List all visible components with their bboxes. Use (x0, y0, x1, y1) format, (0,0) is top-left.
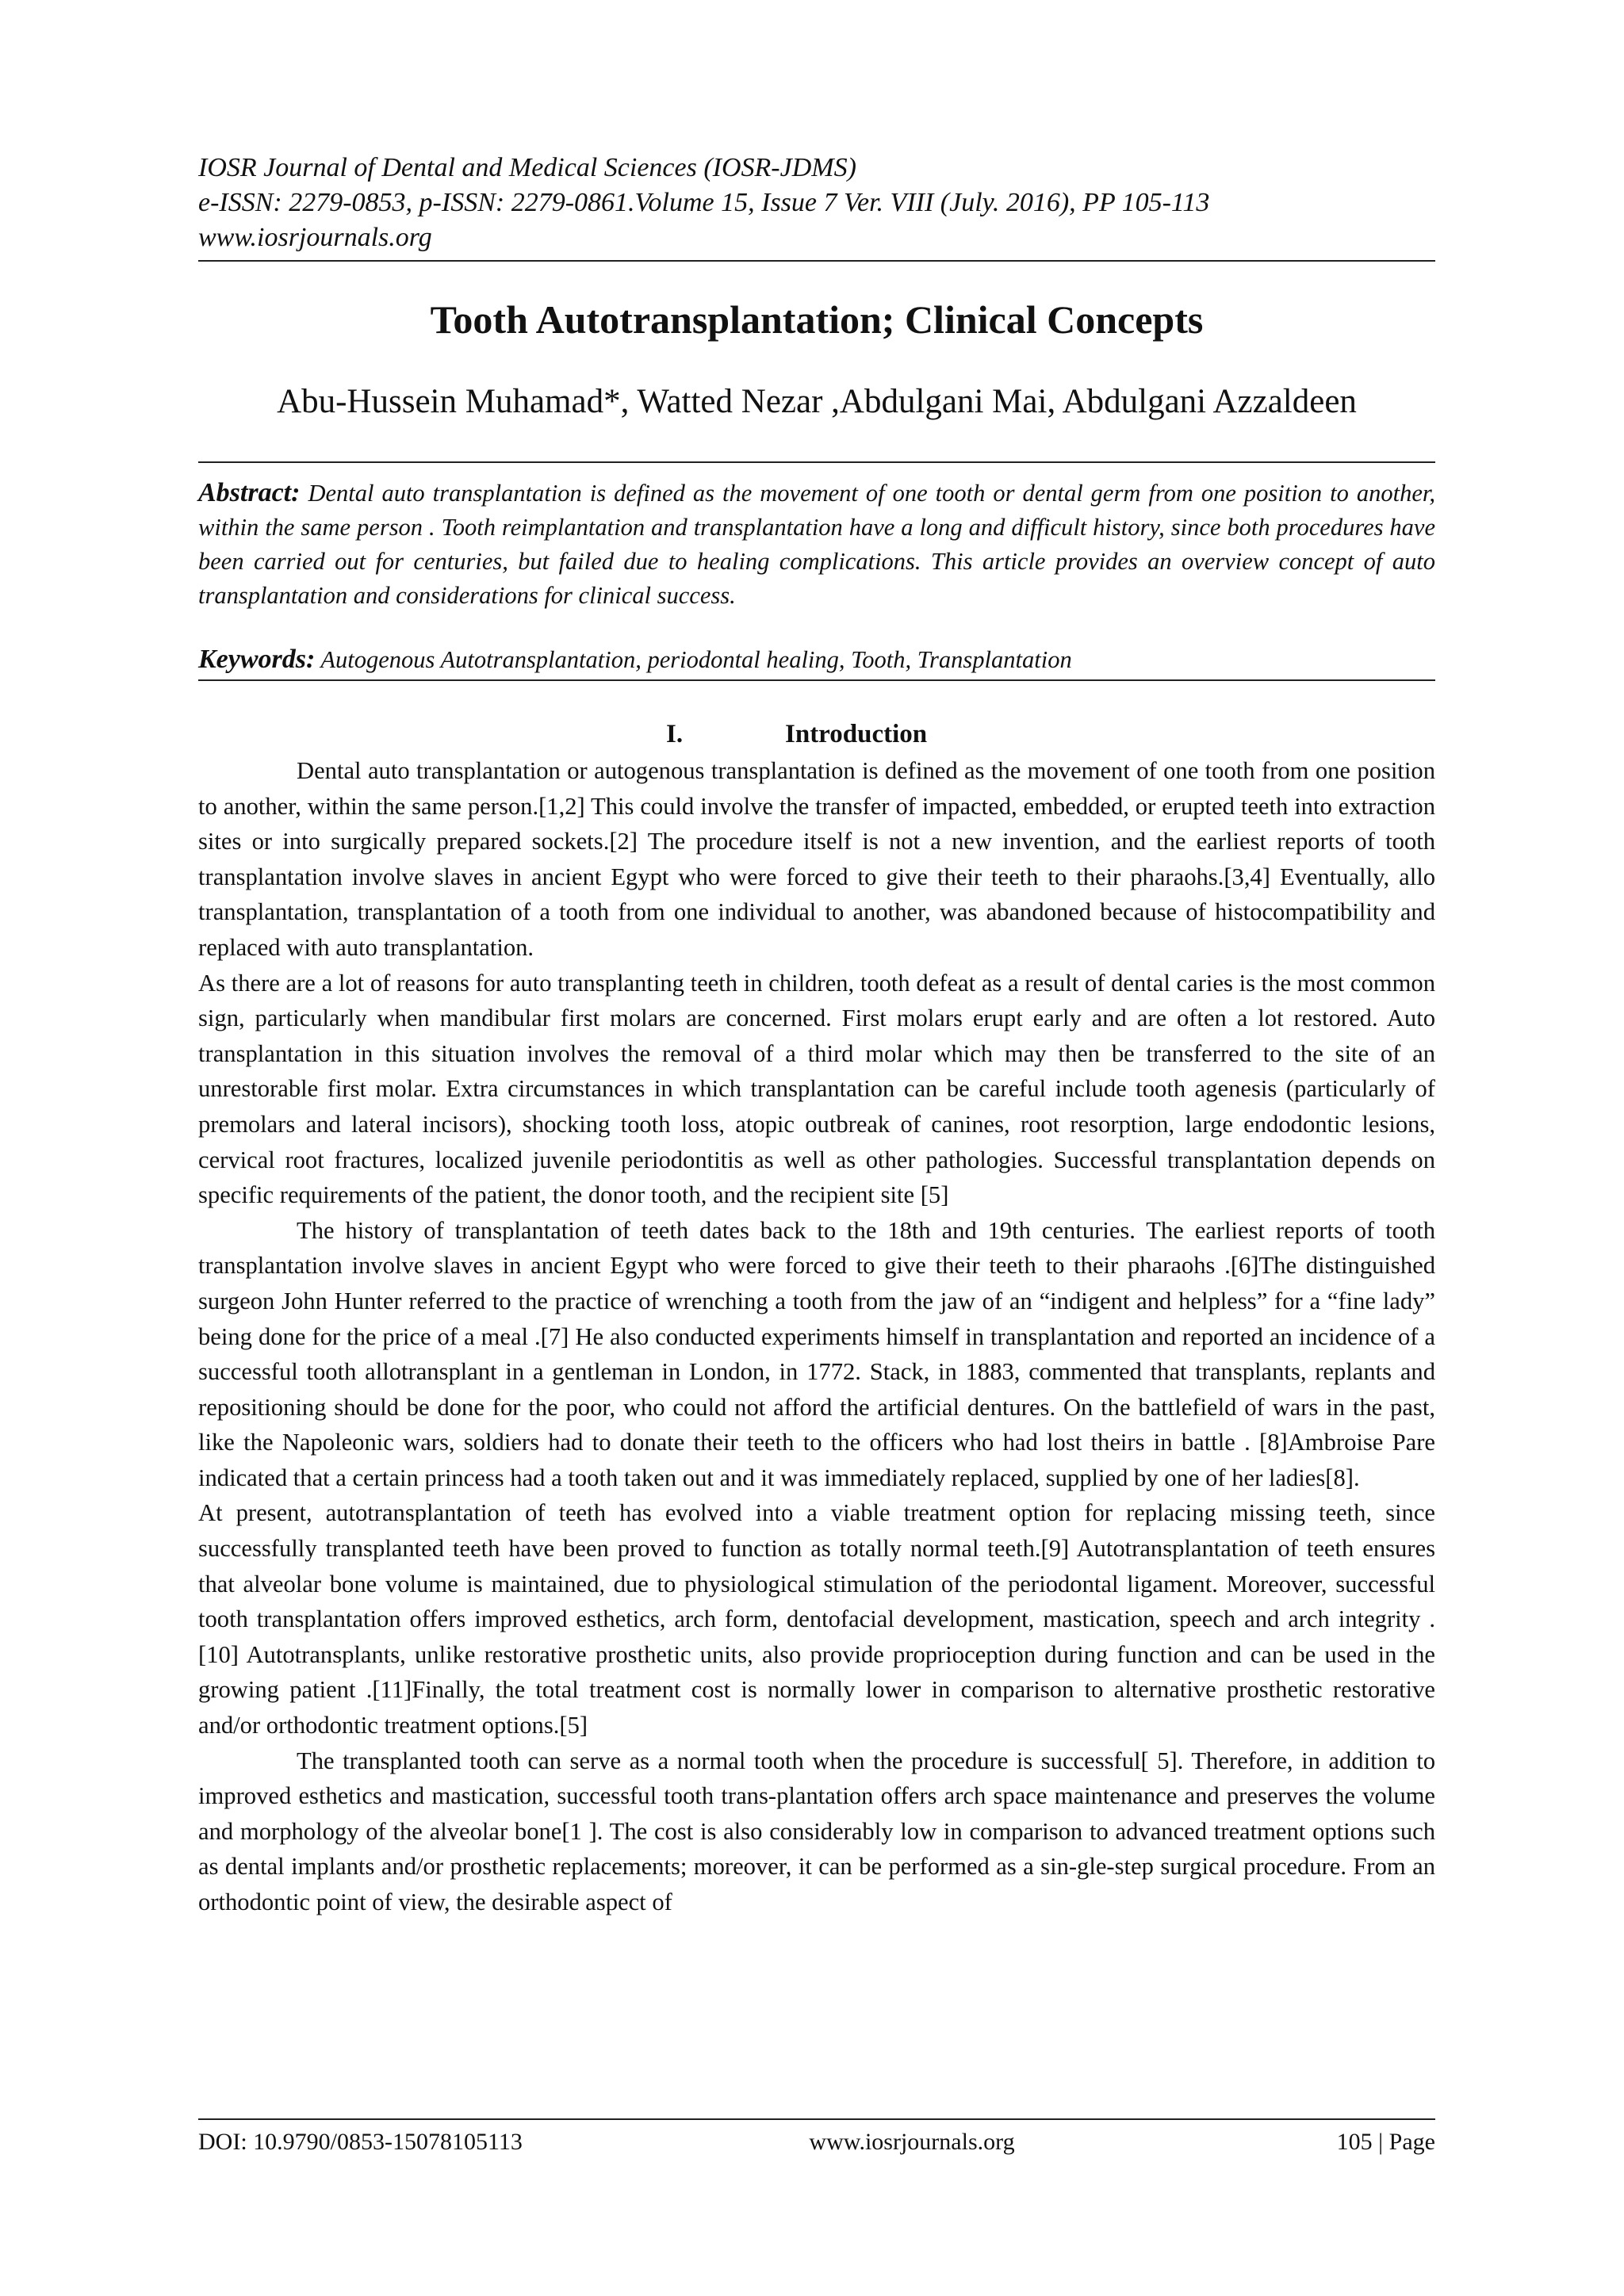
footer-page-number: 105 | Page (1336, 2129, 1435, 2155)
section-body (198, 753, 1435, 1920)
section-title: Introduction (785, 720, 928, 748)
paragraph: The transplanted tooth can serve as a normal tooth when the procedure is successful[ 5]. Therefore, in addition to improved esthetics and mastication, successful tooth trans-plantation offers arch space maintenance and preserves the volume and morphology of the alveolar bone[1 ]. The cost is also considerably low in comparison to advanced treatment options such as dental implants and/or prosthetic replacements; moreover, it can be performed as a sin-gle-step surgical procedure. From an orthodontic point of view, the desirable aspect of (198, 1747, 1435, 1915)
journal-website: www.iosrjournals.org (198, 223, 432, 252)
paper-title: Tooth Autotransplantation; Clinical Concepts (430, 297, 1204, 342)
author-list: Abu-Hussein Muhamad*, Watted Nezar ,Abdulgani Mai, Abdulgani Azzaldeen (277, 383, 1357, 420)
page-footer (198, 2125, 1435, 2160)
abstract (198, 476, 1435, 613)
keywords-text: Autogenous Autotransplantation, periodontal healing, Tooth, Transplantation (320, 646, 1072, 673)
keywords (198, 642, 1435, 677)
paragraph: Dental auto transplantation or autogenous transplantation is defined as the movement of one tooth from one position to another, within the same person.[1,2] This could involve the transfer of impacted, embedded, or erupted teeth into extraction sites or into surgically prepared sockets.[2] The procedure itself is not a new invention, and the earliest reports of tooth transplantation involve slaves in ancient Egypt who were forced to give their teeth to their pharaohs.[3,4] Eventually, allo transplantation, transplantation of a tooth from one individual to another, was abandoned because of histocompatibility and replaced with auto transplantation. (198, 757, 1435, 961)
title-divider (198, 461, 1435, 463)
keywords-label: Keywords: (198, 645, 316, 674)
header-divider (198, 260, 1435, 262)
paragraph: At present, autotransplantation of teeth has evolved into a viable treatment option for replacing missing teeth, since successfully transplanted teeth have been proved to function as totally normal teeth.[9] Autotransplantation of teeth ensures that alveolar bone volume is maintained, due to physiological stimulation of the periodontal ligament. Moreover, successful tooth transplantation offers improved esthetics, arch form, dentofacial development, mastication, speech and arch integrity .[10] Autotransplants, unlike restorative prosthetic units, also provide proprioception during function and can be used in the growing patient .[11]Finally, the total treatment cost is normally lower in comparison to alternative prosthetic restorative and/or orthodontic treatment options.[5] (198, 1499, 1435, 1739)
footer-website: www.iosrjournals.org (809, 2129, 1015, 2155)
paragraph: The history of transplantation of teeth dates back to the 18th and 19th centuries. The earliest reports of tooth transplantation involve slaves in ancient Egypt who were forced to give their teeth to their pharaohs .[6]The distinguished surgeon John Hunter referred to the practice of wrenching a tooth from the jaw of an “indigent and helpless” for a “fine lady” being done for the price of a meal .[7] He also conducted experiments himself in transplantation and reported an incidence of a successful tooth allotransplant in a gentleman in London, in 1772. Stack, in 1883, commented that transplants, replants and repositioning should be done for the poor, who could not afford the artificial dentures. On the battlefield of wars in the past, like the Napoleonic wars, soldiers had to donate their teeth to the officers who had lost theirs in battle . [8]Ambroise Pare indicated that a certain princess had a tooth taken out and it was immediately replaced, supplied by one of her ladies[8]. (198, 1216, 1435, 1491)
keywords-divider (198, 679, 1435, 681)
paragraph: As there are a lot of reasons for auto transplanting teeth in children, tooth defeat as a result of dental caries is the most common sign, particularly when mandibular first molars are concerned. First molars erupt early and are often a lot restored. Auto transplantation in this situation involves the removal of a third molar which may then be transferred to the site of an unrestorable first molar. Extra circumstances in which transplantation can be careful include tooth agenesis (particularly of premolars and lateral incisors), shocking tooth loss, atopic outbreak of canines, root resorption, large endodontic lesions, cervical root fractures, localized juvenile periodontitis as well as other pathologies. Successful transplantation depends on specific requirements of the patient, the donor tooth, and the recipient site [5] (198, 969, 1435, 1209)
section-number: I. (666, 720, 684, 748)
footer-divider (198, 2118, 1435, 2120)
abstract-text: Dental auto transplantation is defined as the movement of one tooth or dental germ from one position to another, within the same person . Tooth reimplantation and transplantation have a long and difficult history, since both procedures have been carried out for centuries, but failed due to healing complications. This article provides an overview concept of auto transplantation and considerations for clinical success. (198, 480, 1436, 609)
journal-issn-volume: e-ISSN: 2279-0853, p-ISSN: 2279-0861.Volume 15, Issue 7 Ver. VIII (July. 2016), PP 105-113 (198, 188, 1210, 217)
journal-header (198, 151, 1435, 255)
abstract-label: Abstract: (198, 478, 301, 507)
footer-doi: DOI: 10.9790/0853-15078105113 (198, 2129, 523, 2155)
section-heading (198, 717, 1435, 752)
journal-name: IOSR Journal of Dental and Medical Sciences (IOSR-JDMS) (198, 153, 856, 182)
